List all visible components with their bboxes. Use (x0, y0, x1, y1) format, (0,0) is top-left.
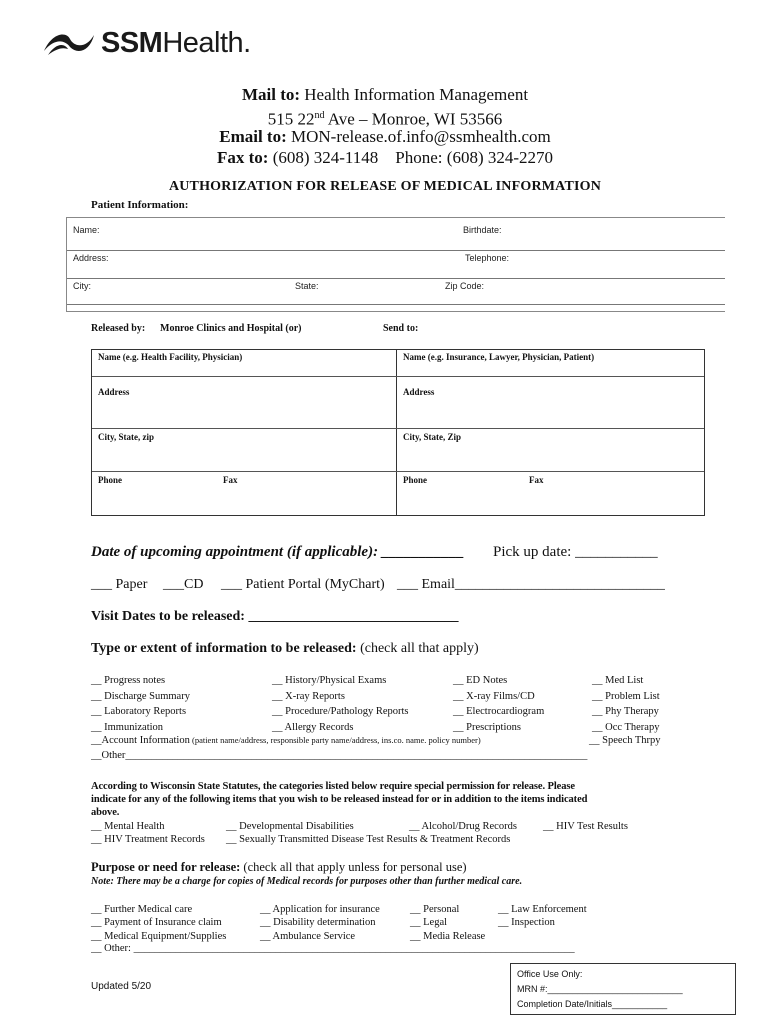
logo-text-bold: SSM (101, 26, 163, 59)
info-type-option[interactable]: __ ED Notes (453, 675, 508, 686)
info-types-col4 (592, 673, 660, 735)
email-label: Email to: (219, 127, 287, 146)
form-title: AUTHORIZATION FOR RELEASE OF MEDICAL INFORMATION (168, 179, 602, 194)
divider (67, 304, 725, 305)
purpose-heading-bold: Purpose or need for release: (91, 860, 241, 874)
divider (92, 428, 704, 429)
ssm-swoosh-icon (40, 29, 98, 57)
purpose-option[interactable]: __ Media Release (410, 930, 486, 942)
purpose-heading-note: (check all that apply unless for personal use) (240, 860, 467, 874)
email-line (0, 126, 770, 147)
statutes-line: indicate for any of the following items that you wish to be released instead for or in addition to the items indicated (91, 794, 588, 805)
mrn-field[interactable]: MRN #:___________________________ (517, 984, 683, 994)
speech-therapy-option[interactable]: __ Speech Thrpy (589, 735, 661, 746)
charge-note: Note: There may be a charge for copies of Medical records for purposes other than further medical care. (91, 876, 523, 887)
purpose-option[interactable]: __ Legal (410, 917, 448, 929)
fax-label: Fax to: (216, 148, 269, 167)
info-type-heading-note: (check all that apply) (356, 641, 479, 656)
format-portal-option[interactable]: ___ Patient Portal (MyChart) (221, 577, 385, 592)
ssm-health-logo (40, 26, 251, 60)
statutes-line: According to Wisconsin State Statutes, the categories listed below require special permission for release. Please (91, 781, 575, 792)
to-name-field[interactable]: Name (e.g. Insurance, Lawyer, Physician, Patient) (403, 352, 595, 362)
statutes-line: above. (91, 807, 120, 818)
account-info-option[interactable] (91, 735, 481, 746)
released-by-value: Monroe Clinics and Hospital (or) (160, 323, 302, 334)
purpose-option[interactable]: __ Application for insurance (260, 904, 380, 915)
info-type-heading (91, 641, 479, 657)
from-phone-field[interactable]: Phone (98, 475, 123, 485)
account-info-detail: (patient name/address, responsible party name/address, ins.co. name. policy number) (189, 735, 481, 745)
email-value: MON-release.of.info@ssmhealth.com (291, 127, 551, 146)
patient-zip-field[interactable]: Zip Code: (445, 281, 485, 291)
purpose-option[interactable]: __ Personal (410, 904, 460, 915)
mail-to-line (0, 84, 770, 105)
purpose-col2 (260, 903, 380, 943)
released-by-label: Released by: (91, 323, 146, 334)
hiv-test-option[interactable]: __ HIV Test Results (543, 821, 628, 832)
completion-field[interactable]: Completion Date/Initials___________ (517, 999, 668, 1009)
fax-phone-line (0, 147, 770, 168)
release-table (91, 349, 705, 516)
purpose-option[interactable]: __ Disability determination (260, 917, 376, 929)
to-phone-field[interactable]: Phone (403, 475, 428, 485)
divider (396, 350, 397, 515)
from-city-field[interactable]: City, State, zip (98, 432, 154, 442)
purpose-col4 (498, 903, 587, 930)
pickup-date-field[interactable]: Pick up date: ___________ (493, 544, 658, 560)
info-type-option[interactable]: __ History/Physical Exams (272, 675, 387, 686)
patient-info-table (66, 217, 725, 312)
format-paper-option[interactable]: ___ Paper (91, 577, 148, 592)
info-type-option[interactable]: __ Med List (592, 675, 644, 686)
address-suffix: nd (314, 110, 325, 121)
office-use-box (510, 963, 736, 1015)
purpose-option[interactable]: __ Medical Equipment/Supplies (91, 930, 227, 942)
patient-address-field[interactable]: Address: (73, 253, 109, 263)
from-name-field[interactable]: Name (e.g. Health Facility, Physician) (98, 352, 243, 362)
patient-telephone-field[interactable]: Telephone: (465, 253, 510, 263)
info-type-heading-bold: Type or extent of information to be released: (91, 641, 357, 656)
mail-to-value: Health Information Management (304, 85, 529, 104)
info-type-option[interactable]: __ Procedure/Pathology Reports (272, 706, 409, 718)
divider (92, 471, 704, 472)
info-type-option[interactable]: __ Laboratory Reports (91, 706, 187, 718)
info-types-col2 (272, 673, 408, 735)
info-type-option[interactable]: __ Occ Therapy (592, 721, 660, 733)
send-to-label: Send to: (383, 323, 419, 334)
mental-health-option[interactable]: __ Mental Health (91, 821, 165, 832)
patient-info-heading: Patient Information: (91, 199, 189, 211)
purpose-option[interactable]: __ Ambulance Service (260, 930, 356, 942)
info-type-option[interactable]: __ Phy Therapy (592, 706, 659, 718)
info-type-option[interactable]: __ Prescriptions (453, 721, 521, 733)
statutes-notice (91, 780, 587, 819)
info-type-option[interactable]: __ Progress notes (91, 675, 166, 686)
format-cd-option[interactable]: ___CD (163, 577, 204, 592)
purpose-heading (91, 860, 467, 875)
divider (67, 278, 725, 279)
info-type-option[interactable]: __ X-ray Reports (272, 690, 345, 702)
phone-value: (608) 324-2270 (446, 148, 554, 167)
divider (92, 376, 704, 377)
appointment-date-field[interactable]: Date of upcoming appointment (if applicable): ___________ (91, 544, 465, 560)
visit-dates-field[interactable]: Visit Dates to be released: ______________________________ (91, 609, 459, 624)
format-email-option[interactable]: ___ Email______________________________ (397, 577, 665, 592)
updated-date: Updated 5/20 (91, 981, 152, 992)
from-fax-field[interactable]: Fax (223, 475, 238, 485)
patient-state-field[interactable]: State: (295, 281, 319, 291)
other-purpose-field[interactable]: __ Other: ____________________________________________________________________________________ (91, 943, 575, 954)
patient-birthdate-field[interactable]: Birthdate: (463, 225, 502, 235)
to-address-field[interactable]: Address (403, 387, 435, 397)
info-type-option[interactable]: __ Problem List (592, 690, 660, 702)
info-type-option[interactable]: __ Electrocardiogram (453, 706, 545, 718)
logo-wordmark (101, 26, 251, 59)
to-fax-field[interactable]: Fax (529, 475, 544, 485)
info-type-option[interactable]: __ Allergy Records (272, 721, 354, 733)
account-info-label: __Account Information (91, 735, 190, 746)
phone-label: Phone: (395, 148, 443, 167)
office-use-label: Office Use Only: (517, 969, 583, 979)
divider (67, 250, 725, 251)
address-number: 515 22 (267, 109, 315, 129)
patient-name-field[interactable]: Name: (73, 225, 100, 235)
info-types-col1 (91, 673, 190, 735)
alcohol-drug-option[interactable]: __ Alcohol/Drug Records (409, 821, 517, 832)
fax-value: (608) 324-1148 (272, 148, 379, 167)
purpose-col3 (410, 903, 485, 943)
to-city-field[interactable]: City, State, Zip (403, 432, 462, 442)
developmental-option[interactable]: __ Developmental Disabilities (226, 821, 354, 832)
mail-to-label: Mail to: (241, 85, 301, 104)
info-type-option[interactable]: __ X-ray Films/CD (453, 690, 535, 702)
purpose-col1 (91, 903, 226, 943)
from-address-field[interactable]: Address (98, 387, 130, 397)
info-type-option[interactable]: __ Immunization (91, 721, 164, 733)
info-types-col3 (453, 673, 544, 735)
info-type-option[interactable]: __ Discharge Summary (91, 690, 190, 702)
logo-text-regular: Health. (162, 26, 251, 59)
std-option[interactable]: __ Sexually Transmitted Disease Test Results & Treatment Records (226, 834, 511, 845)
purpose-option[interactable]: __ Payment of Insurance claim (91, 917, 222, 929)
other-info-field[interactable]: __Other________________________________________________________________________________________ (91, 750, 588, 761)
purpose-option[interactable]: __ Inspection (498, 917, 555, 929)
purpose-option[interactable]: __ Law Enforcement (498, 904, 587, 915)
address-street: Ave – Monroe, WI 53566 (324, 109, 503, 129)
purpose-option[interactable]: __ Further Medical care (91, 904, 193, 915)
patient-city-field[interactable]: City: (73, 281, 91, 291)
hiv-treatment-option[interactable]: __ HIV Treatment Records (91, 834, 205, 845)
